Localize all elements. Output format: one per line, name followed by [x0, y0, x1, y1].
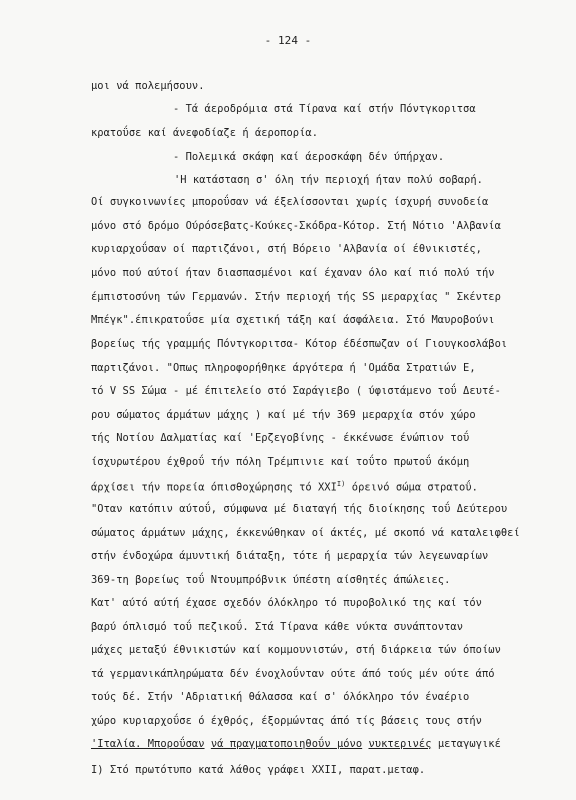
text-line: μοι νά πολεμήσουν.	[91, 80, 205, 92]
text-line: τής Νοτίου Δαλματίας καί 'Ερζεγοβίνης - έκκένωσε ένώπιον τοΰ	[91, 432, 470, 444]
text-line: βορείως τής γραμμής Πόντγκοριτσα- Κότορ έδέσπωζαν οί Γιουγκοσλάβοι	[91, 338, 508, 350]
text-line	[91, 738, 501, 750]
underlined-text: νά πραγματοποιηθοΰν μόνο	[210, 738, 363, 750]
text-line: μόνο στό δρόμο Ούρόσεβατς-Κούκες-Σκόδρα-Κότορ. Στή Νότιο 'Αλβανία	[91, 220, 501, 232]
text-line: έμπιστοσύνη τών Γερμανών. Στήν περιοχή τής SS μεραρχίας " Σκέντερ	[91, 291, 501, 303]
text-line: - Πολεμικά σκάφη καί άεροσκάφη δέν ύπήρχαν.	[173, 151, 445, 163]
text-segment: όρεινό σώμα στρατοΰ.	[345, 481, 478, 494]
text-line: 'Η κατάσταση σ' όλη τήν περιοχή ήταν πολύ σοβαρή.	[174, 174, 483, 186]
page-number: - 124 -	[264, 34, 312, 47]
underlined-text: νυκτερινές	[368, 738, 432, 750]
text-line: κυριαρχοΰσαν οί παρτιζάνοι, στή Βόρειο 'Αλβανία οί έθνικιστές,	[91, 243, 482, 255]
text-line: 369-τη βορείως τοΰ Ντουμπρόβνικ ύπέστη αίσθητές άπώλειες.	[91, 574, 451, 586]
footnote-text: Στό πρωτότυπο κατά λάθος γράφει XXII, παρατ.μεταφ.	[109, 764, 426, 776]
footnote	[91, 764, 425, 776]
text-line: Οί συγκοινωνίες μποροΰσαν νά έξελίσσονται χωρίς ίσχυρή συνοδεία	[91, 196, 489, 208]
text-line: Κατ' αύτό αύτή έχασε σχεδόν όλόκληρο τό πυροβολικό της καί τόν	[91, 597, 482, 609]
text-line: μάχες μεταξύ έθνικιστών καί κομμουνιστών, στή διάρκεια τών όποίων	[91, 644, 501, 656]
text-line: σώματος άρμάτων μάχης, έκκενώθηκαν οί άκτές, μέ σκοπό νά καταλειφθεί	[91, 527, 520, 539]
underlined-text: 'Ιταλία. Μποροΰσαν	[91, 738, 205, 750]
text-line: βαρύ όπλισμό τοΰ πεζικοΰ. Στά Τίρανα κάθε νύκτα συνάπτονταν	[91, 621, 464, 633]
text-segment: μεταγωγικέ	[437, 738, 501, 750]
text-line: - Τά άεροδρόμια στά Τίρανα καί στήν Πόντγκοριτσα	[173, 103, 476, 115]
text-line: ίσχυρωτέρου έχθροΰ τήν πόλη Τρέμπινιε καί τοΰτο πρωτοΰ άκόμη	[91, 456, 470, 468]
text-line: Μπέγκ".έπικρατοΰσε μία σχετική τάξη καί άσφάλεια. Στό Μαυροβούνι	[91, 314, 495, 326]
text-line: μόνο πού αύτοί ήταν διασπασμένοι καί έχαναν όλο καί πιό πολύ τήν	[91, 267, 495, 279]
text-line: τούς δέ. Στήν 'Αδριατική θάλασσα καί σ' όλόκληρο τόν έναέριο	[91, 691, 470, 703]
text-line: παρτιζάνοι. "Οπως πληροφορήθηκε άργότερα ή 'Ομάδα Στρατιών Ε,	[91, 362, 476, 374]
text-segment: άρχίσει τήν πορεία όπισθοχώρησης τό XXI	[91, 481, 337, 494]
text-line: ρου σώματος άρμάτων μάχης ) καί μέ τήν 369 μεραρχία στόν χώρο	[91, 409, 476, 421]
text-line: "Οταν κατόπιν αύτοΰ, σύμφωνα μέ διαταγή τής διοίκησης τοΰ Δεύτερου	[91, 503, 508, 515]
text-line: τά γερμανικάπληρώματα δέν ένοχλοΰνταν ούτε άπό τούς μέν ούτε άπό	[91, 668, 495, 680]
text-line: κρατοΰσε καί άνεφοδίαζε ή άεροπορία.	[91, 127, 319, 139]
text-line: στήν ένδοχώρα άμυντική διάταξη, τότε ή μεραρχία τών λεγεωναρίων	[91, 550, 489, 562]
footnote-reference: I)	[336, 480, 346, 488]
text-line: τό V SS Σώμα - μέ έπιτελείο στό Σαράγιεβο ( ύφιστάμενο τοΰ Δευτέ-	[91, 385, 501, 397]
text-line: χώρο κυριαρχοΰσε ό έχθρός, έξορμώντας άπό τίς βάσεις τους στήν	[91, 715, 482, 727]
footnote-marker: I)	[91, 764, 104, 776]
text-line	[91, 480, 478, 493]
